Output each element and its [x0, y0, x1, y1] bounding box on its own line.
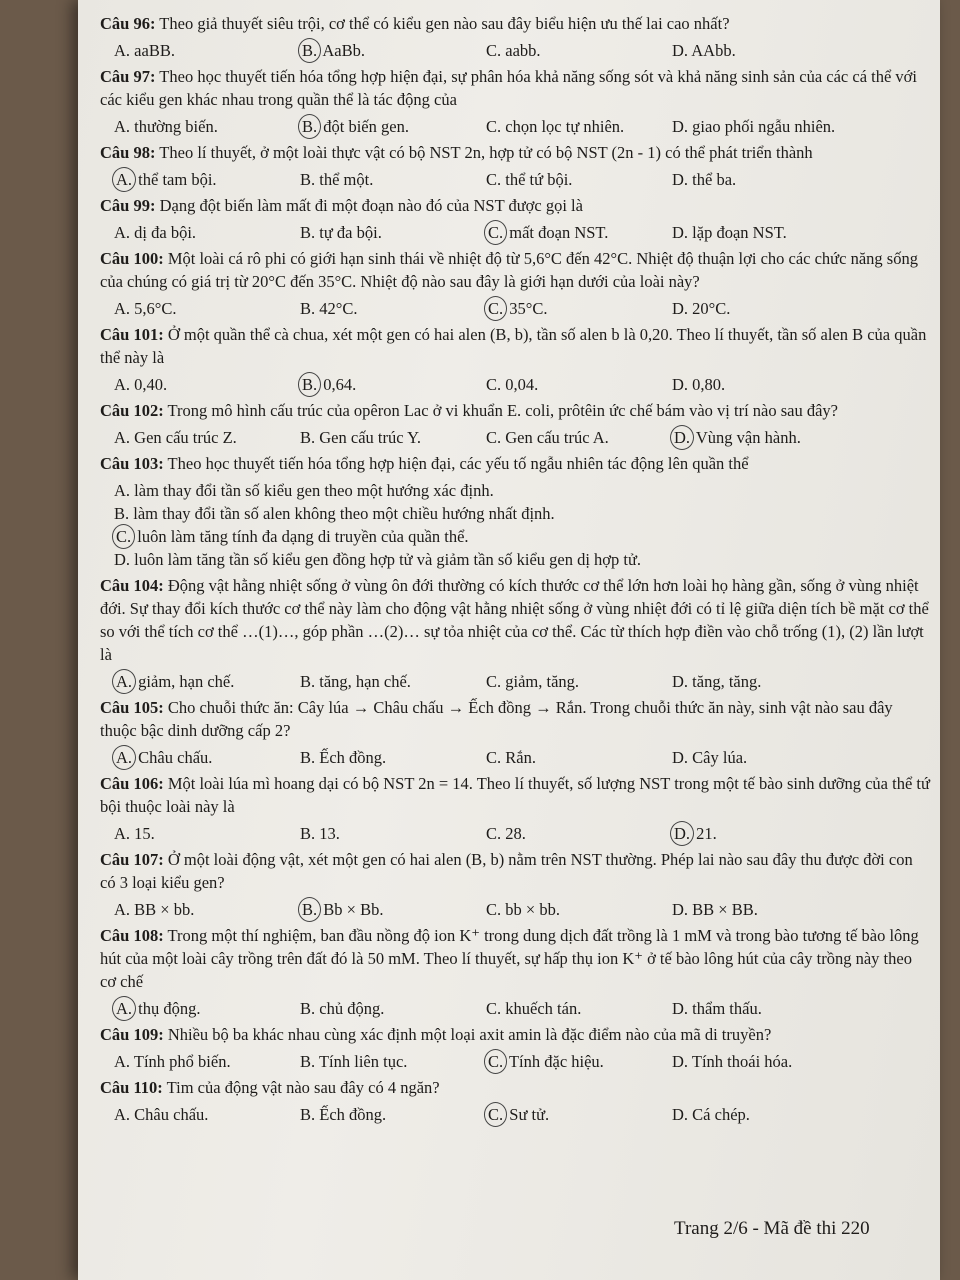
answer-option [300, 822, 486, 845]
answer-text: làm thay đổi tần số kiểu gen theo một hướng xác định. [134, 481, 494, 500]
question [100, 1076, 930, 1099]
answer-text: BB × bb. [134, 900, 195, 919]
answer-option [114, 297, 300, 320]
answer-options [114, 221, 930, 244]
question-text: Động vật hằng nhiệt sống ở vùng ôn đới thường có kích thước cơ thể lớn hơn loài họ hàng gần, sống ở vùng nhiệt đới. Sự thay đổi kích thước cơ thể này làm cho động vật hằng nhiệt sống ở vùng nhiệt đới có tỉ lệ giữa diện tích bề mặt cơ thể so với thể tích cơ thể …(1)…, góp phần …(2)… sự tỏa nhiệt của cơ thể. Các từ thích hợp điền vào chỗ trống (1), (2) lần lượt là [100, 576, 929, 664]
answer-option [114, 479, 930, 502]
answer-text: thẩm thấu. [692, 999, 762, 1018]
question-number: Câu 106: [100, 774, 164, 793]
answer-option [486, 1103, 672, 1126]
answer-label: A. [114, 900, 131, 919]
question-text: Trong mô hình cấu trúc của opêron Lac ở vi khuẩn E. coli, prôtêin ức chế bám vào vị trí nào sau đây? [167, 401, 838, 420]
answer-label: A. [114, 824, 131, 843]
answer-option [486, 997, 672, 1020]
answer-option [114, 670, 300, 693]
answer-option [486, 670, 672, 693]
answer-text: 42°C. [319, 299, 358, 318]
answer-option [672, 898, 858, 921]
question-number: Câu 98: [100, 143, 156, 162]
answer-text: 5,6°C. [134, 299, 177, 318]
question-text: Nhiều bộ ba khác nhau cùng xác định một loại axit amin là đặc điểm nào của mã di truyền? [167, 1025, 772, 1044]
answer-option [300, 997, 486, 1020]
answer-option [672, 746, 858, 769]
answer-option [672, 221, 858, 244]
question-text: Dạng đột biến làm mất đi một đoạn nào đó của NST được gọi là [159, 196, 583, 215]
answer-text: chủ động. [319, 999, 385, 1018]
answer-option [486, 426, 672, 449]
answer-label: B. [300, 170, 316, 189]
answer-label: C. [486, 900, 502, 919]
answer-options [114, 373, 930, 396]
answer-text: Vùng vận hành. [695, 428, 801, 447]
answer-text: tự đa bội. [319, 223, 382, 242]
answer-text: Gen cấu trúc A. [505, 428, 609, 447]
question-text: Theo học thuyết tiến hóa tổng hợp hiện đại, các yếu tố ngẫu nhiên tác động lên quần thể [167, 454, 749, 473]
answer-label: C. [486, 117, 502, 136]
question-number: Câu 96: [100, 14, 156, 33]
answer-text: Ếch đồng. [319, 1105, 387, 1124]
circled-answer-label: B. [298, 38, 321, 63]
answer-options [114, 1050, 930, 1073]
answer-label: A. [114, 375, 131, 394]
answer-options [114, 746, 930, 769]
answer-text: luôn làm tăng tần số kiểu gen đồng hợp tử và giảm tần số kiểu gen dị hợp tử. [134, 550, 642, 569]
question-text: Một loài lúa mì hoang dại có bộ NST 2n = 14. Theo lí thuyết, số lượng NST trong một tế bào sinh dưỡng của thể tứ bội thuộc loài này là [100, 774, 930, 816]
answer-options [114, 115, 930, 138]
answer-text: 15. [134, 824, 155, 843]
answer-option [114, 525, 930, 548]
circled-answer-label: D. [670, 821, 694, 846]
question [100, 247, 930, 293]
question [100, 65, 930, 111]
answer-label: C. [486, 999, 502, 1018]
answer-option [486, 822, 672, 845]
exam-page [78, 0, 940, 1280]
answer-text: Cây lúa. [692, 748, 748, 767]
page-footer: Trang 2/6 - Mã đề thi 220 [674, 1218, 870, 1239]
answer-option [672, 670, 858, 693]
question-text: Theo lí thuyết, ở một loài thực vật có bộ NST 2n, hợp tử có bộ NST (2n - 1) có thể phát triển thành [159, 143, 813, 162]
answer-text: giao phối ngẫu nhiên. [692, 117, 836, 136]
answer-label: D. [114, 550, 131, 569]
answer-text: tăng, hạn chế. [319, 672, 411, 691]
answer-option [114, 502, 930, 525]
circled-answer-label: B. [298, 372, 321, 397]
answer-option [114, 1050, 300, 1073]
answer-options [114, 168, 930, 191]
answer-option [300, 1103, 486, 1126]
answer-label: D. [672, 1105, 689, 1124]
answer-label: B. [300, 1105, 316, 1124]
answer-text: Tính liên tục. [318, 1052, 408, 1071]
question [100, 323, 930, 369]
question-number: Câu 100: [100, 249, 164, 268]
answer-text: thể tứ bội. [505, 170, 573, 189]
answer-options [114, 1103, 930, 1126]
answer-label: B. [300, 299, 316, 318]
question-number: Câu 104: [100, 576, 164, 595]
answer-option [114, 426, 300, 449]
answer-text: Bb × Bb. [323, 900, 384, 919]
answer-option [300, 670, 486, 693]
answer-label: C. [486, 170, 502, 189]
question-number: Câu 97: [100, 67, 156, 86]
answer-label: D. [672, 672, 689, 691]
answer-options [114, 670, 930, 693]
circled-answer-label: A. [112, 167, 136, 192]
answer-label: A. [114, 481, 131, 500]
answer-text: thể một. [319, 170, 374, 189]
answer-option [486, 221, 672, 244]
question-text: Trong một thí nghiệm, ban đầu nồng độ ion K⁺ trong dung dịch đất trồng là 1 mM và trong bào tương tế bào lông hút của một loài cây trồng trên đất đó là 50 mM. Theo lí thuyết, sự hấp thụ ion K⁺ ở tế bào lông hút của cây trồng này theo cơ chế [100, 926, 919, 991]
question [100, 924, 930, 993]
answer-label: D. [672, 299, 689, 318]
answer-text: 35°C. [509, 299, 548, 318]
answer-option [486, 1050, 672, 1073]
circled-answer-label: C. [112, 524, 135, 549]
answer-text: AAbb. [691, 41, 736, 60]
answer-option [300, 746, 486, 769]
answer-option [300, 297, 486, 320]
answer-text: dị đa bội. [134, 223, 197, 242]
answer-text: 21. [696, 824, 717, 843]
question-text: Một loài cá rô phi có giới hạn sinh thái về nhiệt độ từ 5,6°C đến 42°C. Nhiệt độ thuận lợi cho các chức năng sống của chúng có giá trị từ 20°C đến 35°C. Nhiệt độ nào sau đây là giới hạn dưới của loài này? [100, 249, 918, 291]
question [100, 848, 930, 894]
answer-option [672, 997, 858, 1020]
answer-text: chọn lọc tự nhiên. [505, 117, 625, 136]
answer-option [300, 115, 486, 138]
question-number: Câu 105: [100, 698, 164, 717]
answer-options [114, 822, 930, 845]
question-text: Cho chuỗi thức ăn: Cây lúa → Châu chấu → Ếch đồng → Rắn. Trong chuỗi thức ăn này, sinh vật nào sau đây thuộc bậc dinh dưỡng cấp 2? [100, 698, 893, 740]
answer-option [486, 898, 672, 921]
answer-option [672, 168, 858, 191]
answer-option [114, 746, 300, 769]
answer-option [672, 373, 858, 396]
answer-text: Tính phổ biến. [133, 1052, 231, 1071]
answer-label: C. [486, 672, 502, 691]
answer-option [672, 426, 858, 449]
question-number: Câu 99: [100, 196, 156, 215]
answer-label: D. [672, 748, 689, 767]
question-number: Câu 107: [100, 850, 164, 869]
answer-label: A. [114, 41, 131, 60]
circled-answer-label: B. [298, 114, 321, 139]
answer-label: A. [114, 428, 131, 447]
question [100, 772, 930, 818]
answer-label: B. [300, 672, 316, 691]
answer-option [114, 373, 300, 396]
answer-text: AaBb. [322, 41, 365, 60]
answer-option [114, 39, 300, 62]
answer-label: D. [672, 223, 689, 242]
question [100, 452, 930, 475]
answer-text: Tính đặc hiệu. [508, 1052, 604, 1071]
question [100, 399, 930, 422]
answer-text: Châu chấu. [138, 748, 213, 767]
answer-text: giảm, hạn chế. [138, 672, 235, 691]
answer-option [114, 822, 300, 845]
answer-text: luôn làm tăng tính đa dạng di truyền của quần thể. [137, 527, 469, 546]
answer-option [300, 898, 486, 921]
question-text: Ở một loài động vật, xét một gen có hai alen (B, b) nằm trên NST thường. Phép lai nào sau đây thu được đời con có 3 loại kiểu gen? [100, 850, 913, 892]
answer-label: D. [672, 41, 689, 60]
question-number: Câu 103: [100, 454, 164, 473]
answer-option [486, 115, 672, 138]
answer-text: Gen cấu trúc Y. [319, 428, 421, 447]
answer-text: làm thay đổi tần số alen không theo một chiều hướng nhất định. [133, 504, 555, 523]
answer-options [114, 479, 930, 571]
answer-text: mất đoạn NST. [509, 223, 609, 242]
answer-option [672, 297, 858, 320]
answer-option [672, 1103, 858, 1126]
answer-option [300, 39, 486, 62]
answer-option [300, 1050, 486, 1073]
question [100, 574, 930, 666]
answer-text: 0,04. [505, 375, 539, 394]
answer-option [486, 297, 672, 320]
answer-option [300, 168, 486, 191]
answer-label: B. [300, 999, 316, 1018]
answer-options [114, 426, 930, 449]
questions-list [100, 12, 930, 1129]
answer-label: C. [486, 41, 502, 60]
answer-option [672, 1050, 858, 1073]
question-text: Tim của động vật nào sau đây có 4 ngăn? [166, 1078, 440, 1097]
answer-text: 0,64. [323, 375, 357, 394]
answer-option [300, 221, 486, 244]
circled-answer-label: C. [484, 296, 507, 321]
answer-option [114, 898, 300, 921]
answer-label: D. [672, 900, 689, 919]
answer-label: A. [114, 117, 131, 136]
answer-options [114, 297, 930, 320]
answer-option [672, 115, 858, 138]
answer-label: B. [300, 748, 316, 767]
answer-text: thường biến. [134, 117, 218, 136]
answer-label: C. [486, 748, 502, 767]
answer-label: A. [114, 299, 131, 318]
answer-text: aaBB. [134, 41, 175, 60]
circled-answer-label: B. [298, 897, 321, 922]
answer-option [672, 822, 858, 845]
answer-option [300, 373, 486, 396]
answer-label: B. [300, 223, 316, 242]
answer-text: 28. [505, 824, 526, 843]
answer-label: A. [114, 223, 131, 242]
answer-options [114, 898, 930, 921]
answer-text: giảm, tăng. [505, 672, 580, 691]
question-number: Câu 110: [100, 1078, 163, 1097]
question [100, 12, 930, 35]
answer-text: 0,80. [692, 375, 726, 394]
answer-option [114, 115, 300, 138]
answer-label: D. [672, 999, 689, 1018]
answer-text: Tính thoái hóa. [691, 1052, 793, 1071]
answer-option [486, 168, 672, 191]
answer-text: 0,40. [134, 375, 168, 394]
answer-options [114, 997, 930, 1020]
circled-answer-label: D. [670, 425, 694, 450]
answer-text: Rắn. [505, 748, 536, 767]
answer-text: Gen cấu trúc Z. [134, 428, 237, 447]
answer-text: 13. [319, 824, 340, 843]
circled-answer-label: A. [112, 669, 136, 694]
answer-text: thể tam bội. [138, 170, 217, 189]
answer-option [672, 39, 858, 62]
circled-answer-label: C. [484, 1049, 507, 1074]
answer-text: Cá chép. [692, 1105, 750, 1124]
circled-answer-label: C. [484, 220, 507, 245]
answer-option [486, 746, 672, 769]
answer-options [114, 39, 930, 62]
answer-text: thể ba. [692, 170, 737, 189]
question-text: Theo học thuyết tiến hóa tổng hợp hiện đại, sự phân hóa khả năng sống sót và khả năng sinh sản của các cá thể với các kiểu gen khác nhau trong quần thể là tác động của [100, 67, 917, 109]
answer-label: D. [672, 375, 689, 394]
answer-option [114, 168, 300, 191]
question [100, 141, 930, 164]
answer-label: B. [300, 428, 316, 447]
answer-text: thụ động. [138, 999, 201, 1018]
answer-text: 20°C. [692, 299, 731, 318]
question-text: Ở một quần thể cà chua, xét một gen có hai alen (B, b), tần số alen b là 0,20. Theo lí thuyết, tần số alen B của quần thể này là [100, 325, 927, 367]
answer-text: Sư tử. [509, 1105, 550, 1124]
answer-label: A. [114, 1105, 131, 1124]
answer-text: BB × BB. [692, 900, 758, 919]
circled-answer-label: A. [112, 745, 136, 770]
answer-text: khuếch tán. [505, 999, 582, 1018]
answer-text: đột biến gen. [323, 117, 409, 136]
answer-label: C. [486, 428, 502, 447]
answer-option [486, 373, 672, 396]
answer-label: D. [672, 170, 689, 189]
answer-label: D. [672, 117, 689, 136]
answer-text: Ếch đồng. [319, 748, 387, 767]
answer-label: A. [114, 1052, 131, 1071]
answer-option [300, 426, 486, 449]
answer-label: C. [486, 824, 502, 843]
question [100, 194, 930, 217]
question-number: Câu 108: [100, 926, 164, 945]
question [100, 696, 930, 742]
answer-option [114, 548, 930, 571]
question [100, 1023, 930, 1046]
answer-text: lặp đoạn NST. [692, 223, 787, 242]
question-number: Câu 109: [100, 1025, 164, 1044]
answer-text: Châu chấu. [134, 1105, 209, 1124]
circled-answer-label: A. [112, 996, 136, 1021]
question-number: Câu 102: [100, 401, 164, 420]
answer-text: aabb. [505, 41, 541, 60]
question-number: Câu 101: [100, 325, 164, 344]
answer-text: tăng, tăng. [692, 672, 762, 691]
answer-label: B. [114, 504, 130, 523]
answer-label: C. [486, 375, 502, 394]
answer-option [114, 997, 300, 1020]
circled-answer-label: C. [484, 1102, 507, 1127]
answer-text: bb × bb. [505, 900, 560, 919]
answer-label: B. [300, 1052, 316, 1071]
answer-label: D. [672, 1052, 689, 1071]
answer-label: B. [300, 824, 316, 843]
answer-option [114, 1103, 300, 1126]
question-text: Theo giả thuyết siêu trội, cơ thể có kiểu gen nào sau đây biểu hiện ưu thế lai cao nhất? [159, 14, 730, 33]
answer-option [114, 221, 300, 244]
answer-option [486, 39, 672, 62]
